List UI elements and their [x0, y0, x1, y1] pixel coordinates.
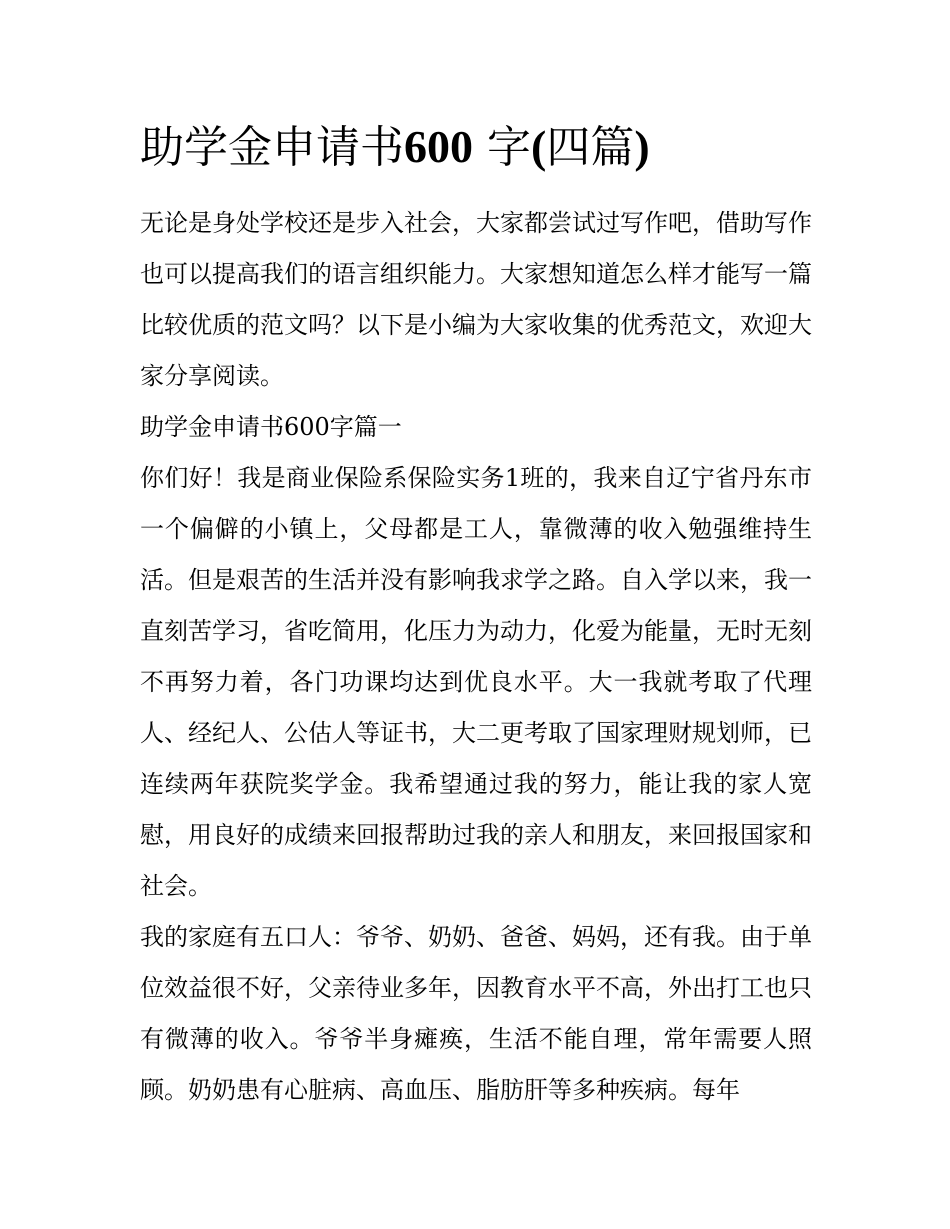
title-paren-text: 四篇 [546, 122, 635, 173]
section-heading: 助学金申请书600字篇一 [140, 413, 402, 441]
intro-paragraph: 无论是身处学校还是步入社会，大家都尝试过写作吧，借助写作也可以提高我们的语言组织能力。大家想知道怎么样才能写一篇比较优质的范文吗？以下是小编为大家收集的优秀范文，欢迎大家分享阅读。 [140, 209, 812, 390]
title-number: 600 [404, 121, 473, 172]
title-paren-close: ) [634, 121, 650, 172]
paragraph-1: 你们好！我是商业保险系保险实务1班的，我来自辽宁省丹东市一个偏僻的小镇上，父母都是工人，靠微薄的收入勉强维持生活。但是艰苦的生活并没有影响我求学之路。自入学以来，我一直刻苦学习，省吃简用，化压力为动力，化爱为能量，无时无刻不再努力着，各门功课均达到优良水平。大一我就考取了代理人、经纪人、公估人等证书，大二更考取了国家理财规划师，已连续两年获院奖学金。我希望通过我的努力，能让我的家人宽慰，用良好的成绩来回报帮助过我的亲人和朋友，来回报国家和社会。 [140, 464, 812, 900]
document-body [140, 198, 812, 1116]
title-paren-open: ( [531, 121, 547, 172]
document-title [140, 114, 840, 181]
paragraph-2: 我的家庭有五口人：爷爷、奶奶、爸爸、妈妈，还有我。由于单位效益很不好，父亲待业多年，因教育水平不高，外出打工也只有微薄的收入。爷爷半身瘫痪，生活不能自理，常年需要人照顾。奶奶患有心脏病、高血压、脂肪肝等多种疾病。每年 [140, 923, 812, 1104]
title-prefix: 助学金申请书 [140, 122, 404, 173]
title-suffix: 字 [473, 122, 531, 173]
